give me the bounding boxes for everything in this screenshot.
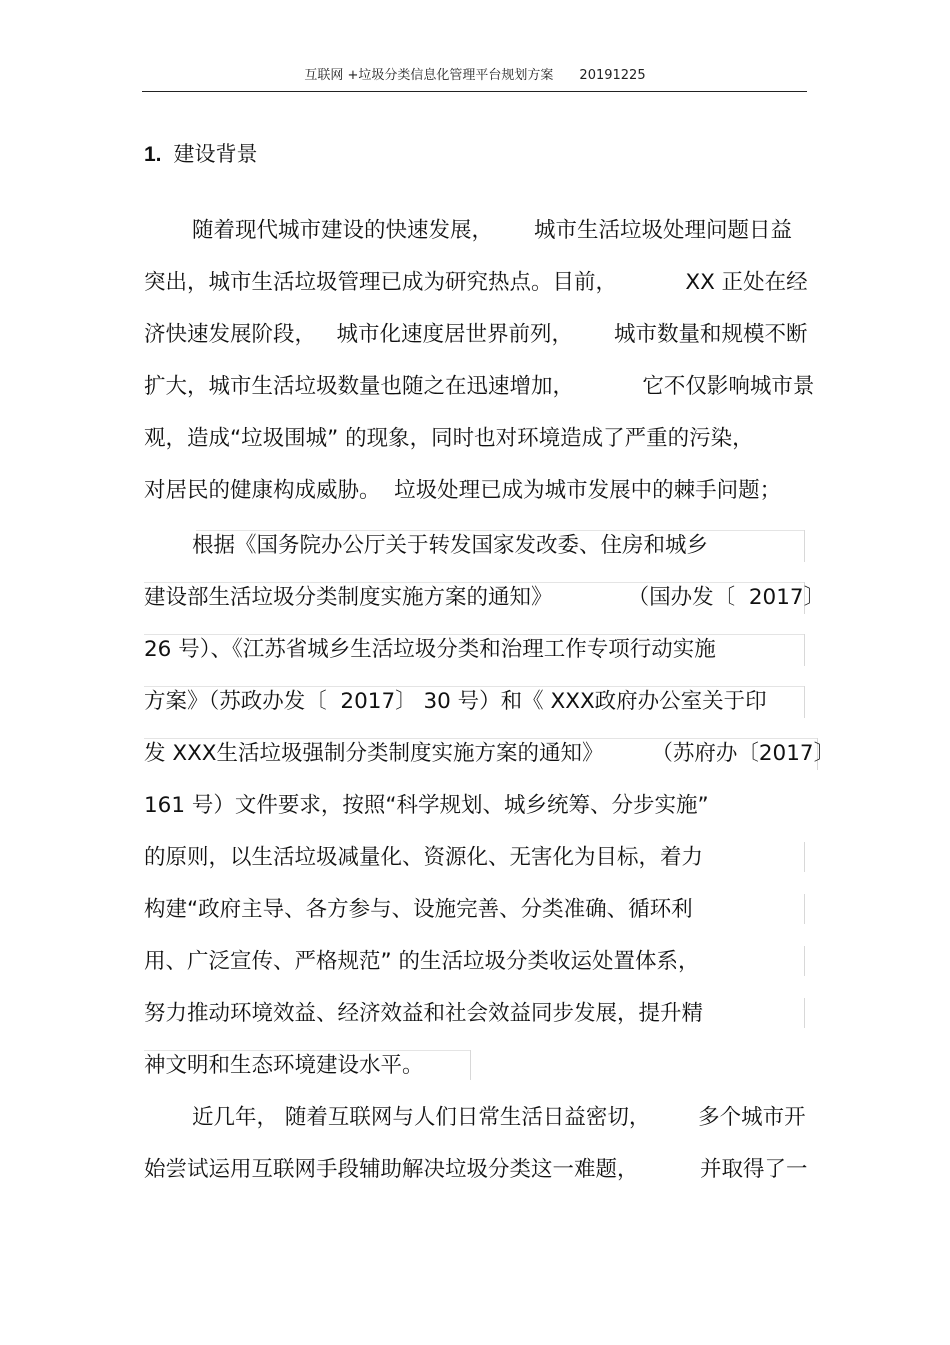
body-line: 的原则，以生活垃圾减量化、资源化、无害化为目标，着力 <box>144 845 704 870</box>
header-title: 互联网 +垃圾分类信息化管理平台规划方案 <box>304 68 554 83</box>
body-line: 根据《国务院办公厅关于转发国家发改委、住房和城乡 <box>192 533 709 558</box>
block-border <box>804 894 805 924</box>
section-title: 建设背景 <box>173 142 258 166</box>
body-line: 努力推动环境效益、经济效益和社会效益同步发展，提升精 <box>144 1001 704 1026</box>
section-number: 1. <box>144 143 162 166</box>
body-line: 构建“政府主导、各方参与、设施完善、分类准确、循环利 <box>144 897 693 922</box>
body-line: 随着现代城市建设的快速发展， 城市生活垃圾处理问题日益 <box>192 218 793 243</box>
body-line: 扩大，城市生活垃圾数量也随之在迅速增加， 它不仅影响城市景 <box>144 374 815 399</box>
block-border <box>144 686 804 687</box>
page-header <box>0 64 950 83</box>
block-border <box>804 634 805 666</box>
block-border <box>144 582 804 583</box>
block-border <box>804 946 805 976</box>
section-heading <box>144 138 258 168</box>
body-line: 观，造成“垃圾围城” 的现象，同时也对环境造成了严重的污染， <box>144 426 754 451</box>
body-line: 神文明和生态环境建设水平。 <box>144 1053 424 1078</box>
header-date: 20191225 <box>579 68 646 83</box>
block-border <box>144 1050 470 1051</box>
block-border <box>804 998 805 1028</box>
body-line: 方案》（苏政办发〔 2017〕 30 号）和《 XXX政府办公室关于印 <box>144 689 767 714</box>
body-line: 对居民的健康构成威胁。 垃圾处理已成为城市发展中的棘手问题； <box>144 478 782 503</box>
body-line: 济快速发展阶段， 城市化速度居世界前列， 城市数量和规模不断 <box>144 322 808 347</box>
block-border <box>144 634 804 635</box>
header-rule <box>142 91 807 92</box>
block-border <box>144 738 818 739</box>
body-line: 建设部生活垃圾分类制度实施方案的通知》 （国办发〔 2017〕 <box>144 585 826 610</box>
block-border <box>804 842 805 872</box>
block-border <box>804 686 805 718</box>
body-line: 发 XXX生活垃圾强制分类制度实施方案的通知》 （苏府办〔2017〕 <box>144 741 836 766</box>
body-line: 用、广泛宣传、严格规范” 的生活垃圾分类收运处置体系， <box>144 949 700 974</box>
body-line: 26 号）、《江苏省城乡生活垃圾分类和治理工作专项行动实施 <box>144 637 716 662</box>
body-line: 161 号）文件要求，按照“科学规划、城乡统筹、分步实施” <box>144 793 709 818</box>
block-border <box>470 1050 471 1080</box>
block-border <box>196 530 804 531</box>
block-border <box>804 530 805 562</box>
body-line: 突出，城市生活垃圾管理已成为研究热点。目前， XX 正处在经 <box>144 270 808 295</box>
body-line: 近几年， 随着互联网与人们日常生活日益密切， 多个城市开 <box>192 1105 806 1130</box>
body-line: 始尝试运用互联网手段辅助解决垃圾分类这一难题， 并取得了一 <box>144 1157 808 1182</box>
